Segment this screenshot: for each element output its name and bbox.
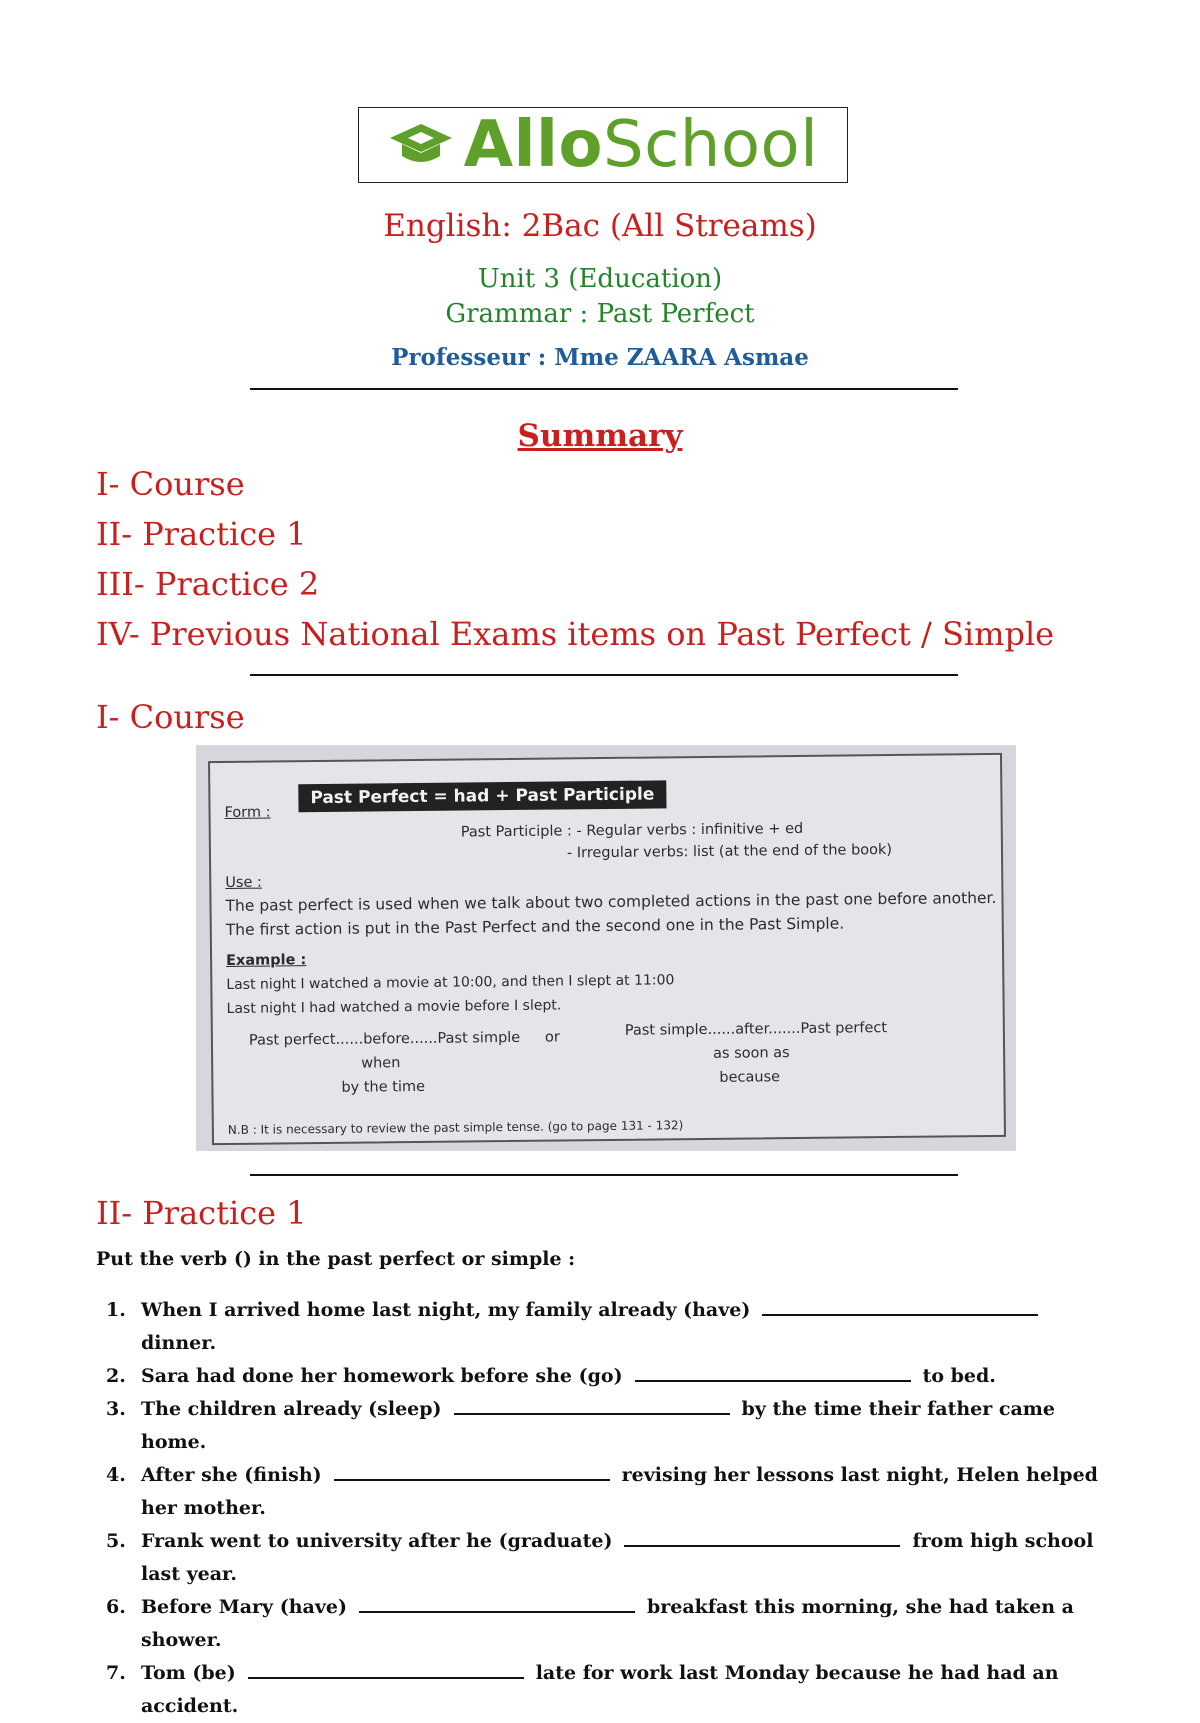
practice1-instruction: Put the verb () in the past perfect or simple :	[96, 1248, 576, 1270]
example-line-1: Last night I watched a movie at 10:00, and then I slept at 11:00	[226, 972, 675, 993]
exercise-item: 3. The children already (sleep) by the time their father came home.	[96, 1393, 1106, 1459]
course-scan-image	[196, 745, 1016, 1151]
pattern-right: Past simple......after.......Past perfect	[624, 1020, 888, 1039]
summary-item: II- Practice 1	[96, 515, 307, 553]
form-banner: Past Perfect = had + Past Participle	[298, 780, 666, 812]
course-frame	[208, 753, 1006, 1145]
use-label: Use :	[225, 874, 262, 891]
exercise-item: 1. When I arrived home last night, my family already (have)dinner.	[96, 1294, 1106, 1360]
professor-name: Professeur : Mme ZAARA Asmae	[391, 344, 809, 371]
pattern-left-alt-2: by the time	[341, 1078, 426, 1096]
exercise-item: 4. After she (finish) revising her lessons last night, Helen helped her mother.	[96, 1459, 1106, 1525]
form-label: Form :	[224, 804, 271, 821]
alloschool-logo	[358, 107, 848, 183]
graduation-cap-icon	[388, 120, 454, 170]
pattern-right-alt-2: because	[719, 1069, 781, 1086]
summary-item: I- Course	[96, 465, 245, 503]
divider	[250, 674, 958, 676]
answer-blank[interactable]	[454, 1393, 730, 1415]
document-title: English: 2Bac (All Streams)	[383, 208, 817, 244]
use-line-1: The past perfect is used when we talk about two completed actions in the past one before another.	[225, 888, 997, 915]
pattern-left: Past perfect......before......Past simple	[248, 1029, 521, 1049]
pattern-left-alt-1: when	[361, 1055, 401, 1072]
answer-blank[interactable]	[624, 1525, 900, 1547]
exercise-list	[96, 1294, 1106, 1723]
answer-blank[interactable]	[334, 1459, 610, 1481]
pattern-or: or	[544, 1029, 560, 1046]
pattern-right-alt-1: as soon as	[713, 1045, 790, 1062]
exercise-item: 7. Tom (be) late for work last Monday because he had had an accident.	[96, 1657, 1106, 1723]
grammar-title: Grammar : Past Perfect	[445, 299, 755, 329]
answer-blank[interactable]	[359, 1591, 635, 1613]
example-label: Example :	[226, 952, 307, 969]
logo-wordmark: AlloSchool	[463, 108, 819, 182]
exercise-item: 5. Frank went to university after he (graduate) from high school last year.	[96, 1525, 1106, 1591]
participle-regular: Past Participle : - Regular verbs : infinitive + ed	[460, 820, 804, 841]
course-heading: I- Course	[96, 698, 245, 736]
practice1-heading: II- Practice 1	[96, 1194, 307, 1232]
example-line-2: Last night I had watched a movie before I slept.	[226, 997, 562, 1017]
answer-blank[interactable]	[635, 1360, 911, 1382]
unit-title: Unit 3 (Education)	[477, 264, 723, 294]
summary-title: Summary	[517, 418, 683, 454]
use-line-2: The first action is put in the Past Perfect and the second one in the Past Simple.	[225, 914, 845, 939]
exercise-item: 6. Before Mary (have) breakfast this morning, she had taken a shower.	[96, 1591, 1106, 1657]
answer-blank[interactable]	[762, 1294, 1038, 1316]
answer-blank[interactable]	[248, 1657, 524, 1679]
participle-irregular: - Irregular verbs: list (at the end of the book)	[566, 842, 893, 862]
course-note: N.B : It is necessary to review the past simple tense. (go to page 131 - 132)	[227, 1118, 684, 1137]
divider	[250, 388, 958, 390]
summary-item: IV- Previous National Exams items on Past Perfect / Simple	[96, 615, 1055, 653]
summary-item: III- Practice 2	[96, 565, 320, 603]
divider	[250, 1174, 958, 1176]
exercise-item: 2. Sara had done her homework before she (go) to bed.	[96, 1360, 1106, 1393]
